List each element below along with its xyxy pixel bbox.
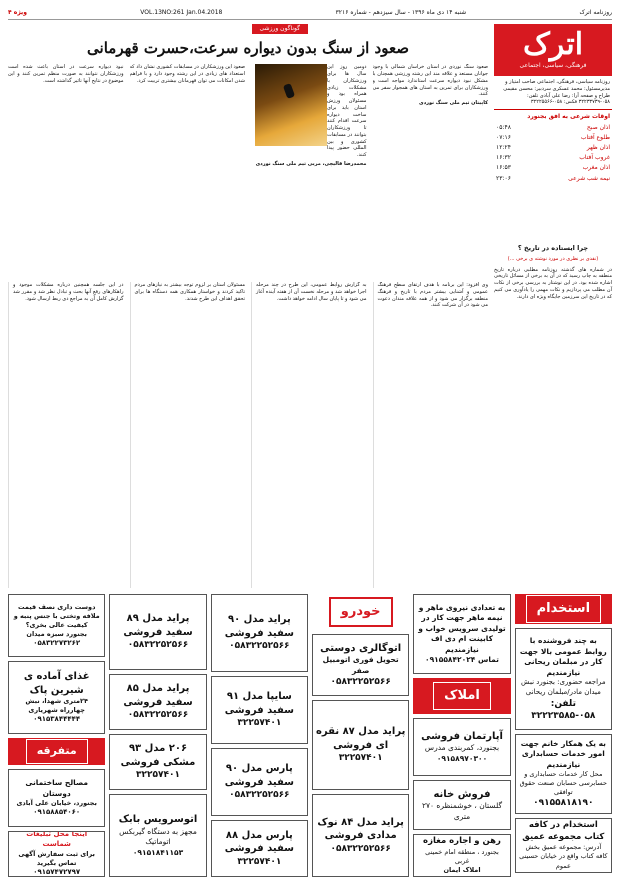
lead-article — [8, 24, 488, 278]
ads-column-misc — [8, 594, 105, 877]
ad-text: املاک ایمان — [443, 865, 481, 874]
opinion-body: در شماره های گذشته روزنامه مطلبی درباره تاریخ منطقه به چاپ رسید که در آن به برخی از مسائل تاریخی اشاره شده بود. در این نوشتار به بررسی برخی از نکات آن مطلب می پردازیم و نکات مهمی را یادآوری می کنیم که در تاریخ این سرزمین جایگاه ویژه ای دارند. — [494, 266, 612, 300]
ad-phone: ۳۲۲۵۷۴۰۱ — [237, 856, 282, 867]
article-column — [251, 64, 367, 279]
ad-title: سایپا مدل ۹۱ سفید فروشی — [224, 691, 294, 716]
climber-photo — [255, 64, 327, 146]
classified-ads — [8, 594, 612, 877]
ad-title: ۲۰۶ مدل ۹۳ مشکی فروشی — [120, 743, 196, 768]
news-columns — [8, 282, 488, 588]
prayer-row — [494, 143, 612, 153]
ad-box[interactable] — [413, 594, 510, 674]
category-label: متفرقه — [26, 739, 88, 764]
ad-phone: ۰۵۸۳۲۲۵۲۵۶۶ — [229, 641, 290, 652]
climber-figure — [283, 83, 295, 99]
ad-title: پراید مدل ۸۵ سفید فروشی — [123, 683, 193, 708]
ad-title: غذای آماده ی شیرین پاک — [23, 671, 90, 696]
prayer-time: ۲۳:۰۶ — [496, 174, 511, 182]
article-paragraph: صعود سنگ نوردی در استان خراسان شمالی با وجود جوانان مستعد و علاقه مند این رشته ورزشی همچنان با مشکل نبود دیواره سرعت استاندارد مواجه است و ورزشکاران برای تمرین به استان های همجوار سفر می کنند. — [372, 64, 488, 98]
article-column — [130, 64, 246, 279]
category-label: استخدام — [526, 595, 601, 623]
ad-phone: ۳۲۲۵۷۴۰۱ — [136, 770, 180, 781]
date-line: شنبه ۱۴ دی ماه ۱۳۹۶ - سال سیزدهم - شماره ۳۲۱۶ — [335, 9, 467, 17]
article-subhead: کاپیتان تیم ملی سنگ نوردی — [418, 100, 488, 107]
ad-phone: ۰۵۸۳۲۲۵۲۵۶۶ — [330, 843, 391, 854]
ad-text: مجهز به دستگاه گیربکس اتوماتیک — [119, 826, 197, 847]
article-subhead: محمدرضا قالیچی، مربی تیم ملی سنگ نوردی — [255, 160, 367, 167]
ad-box[interactable] — [109, 734, 206, 790]
ad-phone: تلفن: ۰۵۸-۳۲۲۲۳۵۸۵ — [531, 698, 596, 721]
ad-box[interactable] — [8, 594, 105, 657]
prayer-time: ۱۲:۲۴ — [496, 144, 511, 152]
ad-phone: ۰۹۱۵۸۹۷۰۳۰۰ — [436, 753, 488, 763]
ad-title: پراید مدل ۸۷ نقره ای فروشی — [316, 726, 406, 751]
opinion-subtitle: (نقدی بر نظری در مورد نوشته ی برخی ...) — [507, 255, 599, 262]
news-column: مسئولان استان بر لزوم توجه بیشتر به نیازهای مردم تاکید کردند و خواستار همکاری همه دستگاه ها برای تحقق اهداف این طرح شدند. — [130, 282, 246, 588]
ad-box[interactable] — [211, 594, 308, 672]
ad-title: فروش خانه — [433, 788, 491, 800]
ad-box[interactable] — [413, 780, 510, 830]
ad-text: محل کار خدمات حسابداری و حسابرسی حسابان صنعت حقوق توافقی — [519, 770, 607, 797]
section-label: روزنامه اترک — [579, 9, 612, 17]
ad-title: پارس مدل ۹۰ سفید فروشی — [224, 763, 294, 788]
prayer-row — [494, 133, 612, 143]
opinion-headline: چرا ایستاده در تاریخ ؟ — [517, 244, 589, 252]
prayer-label: غروب آفتاب — [579, 154, 610, 162]
ad-box[interactable] — [312, 794, 409, 877]
ad-box[interactable] — [515, 734, 612, 814]
ad-phone: ۰۹۱۵۱۸۴۱۱۵۳ — [132, 847, 184, 857]
ad-phone: ۳۲۲۵۷۴۰۱ — [237, 718, 282, 729]
ad-phone: ۰۵۸۳۲۲۵۲۵۶۶ — [127, 640, 189, 651]
ad-text: بجنورد، خیابان علی آبادی — [16, 799, 97, 808]
ad-title: اتوسرویس بابک — [118, 814, 198, 826]
ad-text: به تعدادی نیروی ماهر و نیمه ماهر جهت کار در تولیدی سرویس خواب و کابینت ام دی اف نیازمندیم — [418, 602, 506, 654]
prayer-row — [494, 123, 612, 133]
ad-phone: ۰۹۱۵۵۸۱۸۱۹۰ — [533, 798, 594, 809]
volume-line: VOL.13NO:261 Jan.04.2018 — [140, 9, 223, 17]
ad-box[interactable] — [211, 676, 308, 744]
ad-phone: ۰۹۱۵۸۸۵۴۰۶۰ — [33, 808, 81, 817]
ad-box[interactable] — [515, 628, 612, 730]
prayer-time: ۱۶:۳۲ — [496, 154, 511, 162]
logo-tagline: فرهنگی، سیاسی، اجتماعی — [519, 61, 587, 69]
ad-phone: تماس ۰۹۱۵۵۸۴۲۰۲۴ — [425, 655, 499, 665]
ad-text: آدرس: مجموعه عمیق بخش کافه کتاب واقع در خیابان حسینی عموم — [519, 843, 608, 870]
article-paragraph: نبود دیواره سرعت در استان باعث شده است ورزشکاران نتوانند به صورت منظم تمرین کنند و این موضوع در نتایج آنها تاثیر گذاشته است. — [8, 64, 124, 84]
ad-box[interactable] — [109, 594, 206, 670]
prayer-row — [494, 174, 612, 184]
ad-text: تحویل فوری اتومبیل صفر — [322, 655, 399, 675]
ad-phone: ۰۵۸۳۲۲۵۲۵۶۶ — [330, 677, 391, 688]
prayer-times-table — [494, 123, 612, 184]
category-label: املاک — [433, 682, 491, 710]
prayer-label: اذان صبح — [586, 124, 610, 132]
page-label: ویژه ۴ — [8, 9, 28, 17]
ad-text: ۲۴متری شهدا، نبش چهارراه شهریاری — [25, 697, 88, 715]
ad-text: دوست داری نصف قیمت ملافه وتختی با جنس پنبه و کیفیت عالی بخری؟ — [13, 602, 100, 629]
ad-text: اینجا محل تبلیغات شماست — [26, 830, 88, 848]
ad-phone: ۰۵۸۳۲۲۷۳۲۶۲ — [33, 639, 81, 647]
ad-box[interactable] — [413, 718, 510, 776]
article-column — [8, 64, 124, 279]
ads-column-employment — [515, 594, 612, 877]
ads-column-cars — [312, 594, 409, 877]
ad-box[interactable] — [312, 700, 409, 790]
ad-box[interactable] — [8, 831, 105, 877]
ad-box[interactable] — [211, 748, 308, 816]
prayer-row — [494, 153, 612, 163]
news-column: در این جلسه همچنین درباره مشکلات موجود و راهکارهای رفع آنها بحث و تبادل نظر شد و مقرر شد گزارش کامل آن به مراجع ذی ربط ارسال شود. — [8, 282, 124, 588]
article-columns — [8, 64, 488, 279]
ad-phone: ۳۲۲۵۷۴۰۱ — [338, 753, 383, 764]
ad-title: رهن و اجاره مغازه — [423, 836, 501, 847]
category-misc — [8, 738, 105, 766]
article-kicker: گوناگون ورزشی — [252, 24, 308, 34]
ad-phone: ۰۵۸۳۲۲۵۲۵۶۶ — [127, 710, 189, 721]
ad-text: گلستان ، خوشمنظره ۲۷۰ متری — [421, 801, 503, 821]
top-bar — [8, 8, 612, 20]
prayer-time: ۰۷:۱۶ — [496, 134, 511, 142]
category-label: خودرو — [329, 597, 393, 627]
ad-text: به یک همکار خانم جهت امور خدمات حسابداری نیازمندیم — [520, 738, 606, 769]
ad-title: اتوگالری دوستی — [320, 642, 402, 654]
prayer-time: ۰۵:۴۸ — [496, 124, 511, 132]
ad-phone: ۰۵۸۳۲۲۵۲۵۶۶ — [229, 790, 290, 801]
ad-title: آپارتمان فروشی — [421, 730, 503, 742]
ad-box[interactable] — [8, 661, 105, 734]
article-headline: صعود از سنگ بدون دیواره سرعت،حسرت قهرمانی — [87, 39, 409, 58]
category-car — [312, 594, 409, 630]
ad-text: به چند فروشنده با روابط عمومی بالا جهت کار در مبلمان ریحانی نیازمندیم — [519, 636, 607, 677]
news-column: وی افزود: این برنامه با هدف ارتقای سطح فرهنگ عمومی و آشنایی بیشتر مردم با تاریخ و فرهنگ منطقه برگزار می شود و از همه علاقه مندان دعوت می شود در آن شرکت کنند. — [373, 282, 489, 588]
ads-column-cars-3 — [109, 594, 206, 877]
newspaper-logo — [494, 24, 612, 76]
ad-title: پراید مدل ۹۰ سفید فروشی — [224, 614, 294, 639]
logo-word: اترک — [522, 26, 584, 62]
prayer-row — [494, 163, 612, 173]
ads-column-estate — [413, 594, 510, 877]
masthead — [494, 24, 612, 239]
ad-text: مصالح ساختمانی دوستان — [25, 778, 88, 798]
ad-box[interactable] — [211, 820, 308, 877]
ad-text: مراجعه حضوری: بجنورد نبش میدان مادر/مبلمان ریحانی — [521, 678, 606, 696]
masthead-info: روزنامه سیاسی، فرهنگی، اجتماعی صاحب امتیاز و مدیرمسئول: محمد عسکری سردبیر: محسن مقیمی طراح و صفحه آرا: رضا علی آبادی تلفن: ۰۵۸-۳۲۲۳۳۷۳۹ فکس: ۰۵۸-۳۲۲۲۵۵۶۶ — [494, 76, 612, 110]
ad-box[interactable] — [312, 634, 409, 696]
ad-phone: ۰۹۱۵۷۴۷۲۷۹۷ — [33, 867, 81, 876]
news-column: به گزارش روابط عمومی، این طرح در چند مرحله اجرا خواهد شد و مرحله نخست آن از هفته آینده آغاز می شود و تا پایان سال ادامه خواهد داشت. — [251, 282, 367, 588]
ad-text: بجنورد، کمربندی مدرس — [424, 743, 500, 753]
ad-title: پراید مدل ۸۹ سفید فروشی — [123, 613, 193, 638]
prayer-label: طلوع آفتاب — [580, 134, 610, 142]
ad-text: برای ثبت سفارش آگهی تماس بگیرید — [18, 849, 95, 867]
ad-box[interactable] — [109, 794, 206, 877]
category-estate — [413, 678, 510, 714]
ad-box[interactable] — [413, 834, 510, 877]
prayer-label: اذان مغرب — [582, 164, 610, 172]
ad-box[interactable] — [109, 674, 206, 730]
prayer-time: ۱۶:۵۳ — [496, 164, 511, 172]
category-employment — [515, 594, 612, 624]
ads-column-cars-2 — [211, 594, 308, 877]
ad-title: استخدام در کافه کتاب مجموعه عمیق — [522, 820, 605, 842]
article-column — [373, 64, 489, 279]
article-paragraph: دومین روز این سال ها برای ورزشکاران با مشکلات زیادی همراه بود و مسئولان ورزش استان باید برای ساخت دیواره سرعت اقدام کنند تا ورزشکاران بتوانند در مسابقات کشوری و بین المللی حضور پیدا کنند. — [327, 64, 367, 159]
prayer-label: نیمه شب شرعی — [568, 174, 610, 182]
opinion-article — [494, 244, 612, 589]
ad-box[interactable] — [515, 818, 612, 873]
ad-box[interactable] — [8, 769, 105, 826]
prayer-times-title: اوقات شرعی به افق بجنورد — [527, 113, 610, 120]
ad-title: پراید مدل ۸۴ نوک مدادی فروشی — [317, 816, 404, 842]
prayer-label: اذان ظهر — [586, 144, 610, 152]
ad-title: پارس مدل ۸۸ سفید فروشی — [224, 829, 294, 855]
ad-text: بجنورد سبزه میدان — [26, 629, 87, 638]
ad-phone: ۰۹۱۵۳۸۴۴۴۴۴ — [33, 715, 81, 724]
ad-text: بجنورد ، منطقه امام خمینی غربی — [425, 847, 499, 865]
article-paragraph: صعود این ورزشکاران در مسابقات کشوری نشان داد که استعداد های زیادی در این رشته وجود دارد و با فراهم شدن امکانات می توان قهرمانان بیشتری تربیت کرد. — [129, 64, 245, 84]
